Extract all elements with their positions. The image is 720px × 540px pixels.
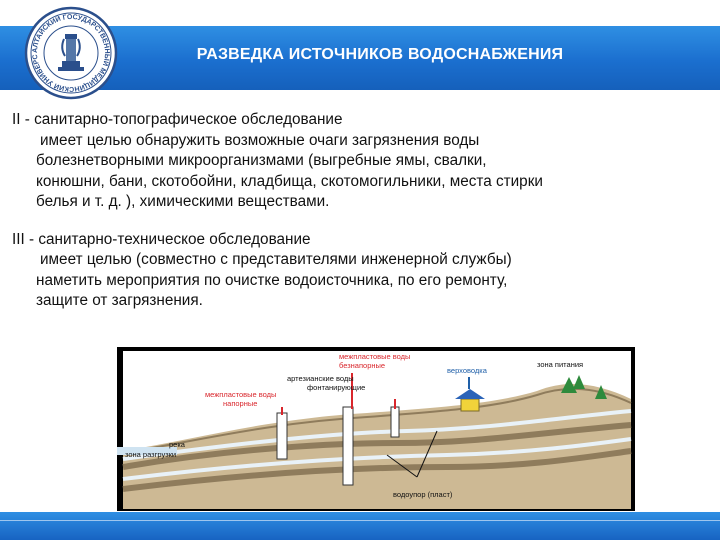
label-aquiclude: водоупор (пласт) — [393, 490, 453, 499]
section-line: имеет целью обнаружить возможные очаги загрязнения воды — [40, 131, 480, 149]
label-recharge: зона питания — [537, 360, 584, 369]
label-interstratal-free: межпластовые воды — [339, 352, 411, 361]
svg-text:напорные: напорные — [223, 399, 258, 408]
svg-text:фонтанирующие: фонтанирующие — [307, 383, 366, 392]
section-heading-sanitary-technical: III - санитарно-техническое обследование — [12, 230, 311, 248]
section-line: наметить мероприятия по очистке водоисточника, по его ремонту, — [36, 271, 508, 289]
groundwater-diagram — [117, 347, 635, 511]
section-line: защите от загрязнения. — [36, 292, 203, 309]
seal-text: АЛТАЙСКИЙ ГОСУДАРСТВЕННЫЙ МЕДИЦИНСКИЙ УНИВЕРС — [31, 13, 111, 93]
section-line: конюшни, бани, скотобойни, кладбища, скотомогильники, места стирки — [36, 172, 543, 190]
label-river: река — [169, 440, 185, 449]
label-interstratal-pressure: межпластовые воды — [205, 390, 277, 399]
groundwater-diagram-svg — [117, 347, 635, 511]
footer-bar — [0, 512, 720, 540]
label-well: верховодка — [447, 366, 487, 375]
footer-line — [0, 520, 720, 521]
section-line: болезнетворными микроорганизмами (выгребные ямы, свалки, — [36, 152, 487, 169]
section-line: имеет целью (совместно с представителями инженерной службы) — [40, 251, 512, 268]
svg-text:безнапорные: безнапорные — [339, 361, 386, 370]
seal-icon — [24, 6, 118, 100]
label-artesian: артезианские воды — [287, 374, 354, 383]
content-text — [12, 110, 702, 312]
page-title: РАЗВЕДКА ИСТОЧНИКОВ ВОДОСНАБЖЕНИЯ — [196, 46, 564, 63]
label-discharge: зона разгрузки — [125, 450, 177, 459]
section-heading-sanitary-topographic: II - санитарно-топографическое обследование — [12, 111, 343, 128]
section-line: белья и т. д. ), химическими веществами. — [36, 193, 330, 210]
university-seal-logo — [24, 6, 118, 100]
